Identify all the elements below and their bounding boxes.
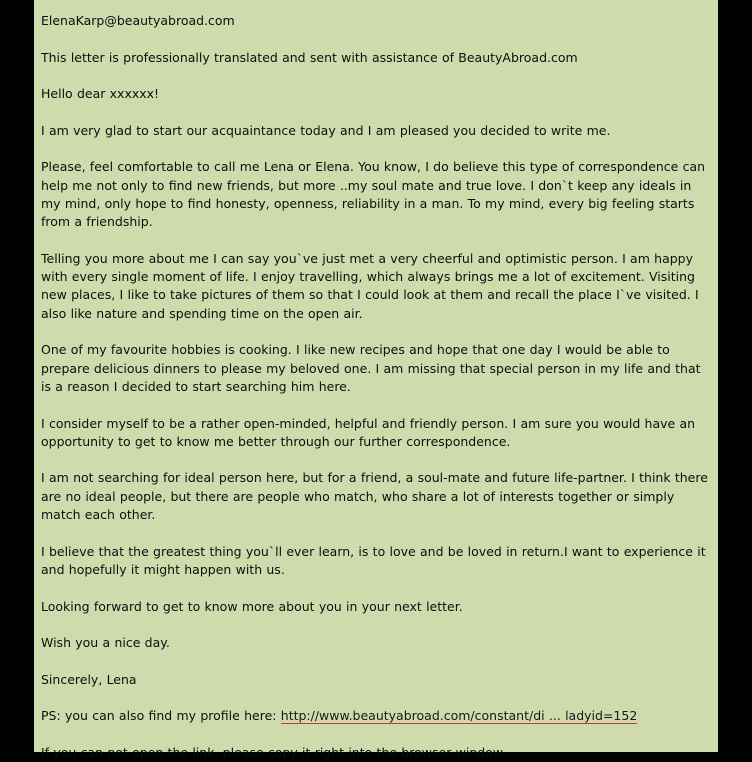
letter-paragraph-8: Looking forward to get to know more about you in your next letter.: [41, 598, 463, 614]
final-note: If you can not open the link, please copy it right into the browser window.: [41, 744, 506, 760]
letter-paragraph-9: Wish you a nice day.: [41, 635, 170, 651]
ps-prefix: PS: you can also find my profile here:: [41, 708, 281, 724]
greeting: Hello dear xxxxxx!: [41, 86, 160, 102]
letter-paragraph-6: I am not searching for ideal person here, but for a friend, a soul-mate and future life-partner. I think there are no ideal people, but there are people who match, who share a lot of interests together or simply match each other.: [41, 470, 708, 523]
ps-line: [41, 707, 710, 725]
letter-paragraph-2: Please, feel comfortable to call me Lena or Elena. You know, I do believe this type of correspondence can help me not only to find new friends, but more ..my soul mate and true love. I don`t keep any ideals in my mind, only hope to find honesty, openness, reliability in a man. To my mind, every big feeling starts from a friendship.: [41, 159, 706, 230]
letter-paragraph-4: One of my favourite hobbies is cooking. I like new recipes and hope that one day I would be able to prepare delicious dinners to please my beloved one. I am missing that special person in my life and that is a reason I decided to start searching him here.: [41, 342, 701, 394]
letter-paragraph-1: I am very glad to start our acquaintance today and I am pleased you decided to write me.: [41, 122, 611, 138]
sender-email: ElenaKarp@beautyabroad.com: [41, 13, 235, 28]
letter-paragraph-7: I believe that the greatest thing you`ll ever learn, is to love and be loved in return.I want to experience it and hopefully it might happen with us.: [41, 543, 706, 577]
letter-paragraph-3: Telling you more about me I can say you`ve just met a very cheerful and optimistic person. I am happy with every single moment of life. I enjoy travelling, which always brings me a lot of excitement. Visiting new places, I like to take pictures of them so that I could look at them and recall the place I`ve visited. I also like nature and spending time on the open air.: [41, 250, 699, 321]
closing-signature: Sincerely, Lena: [41, 671, 137, 687]
letter-paragraph-5: I consider myself to be a rather open-minded, helpful and friendly person. I am sure you would have an opportunity to get to know me better through our further correspondence.: [41, 415, 696, 449]
translation-notice: This letter is professionally translated and sent with assistance of BeautyAbroad.com: [41, 49, 578, 65]
profile-link[interactable]: http://www.beautyabroad.com/constant/di ... ladyid=152: [280, 708, 638, 724]
letter-body: [34, 0, 718, 760]
